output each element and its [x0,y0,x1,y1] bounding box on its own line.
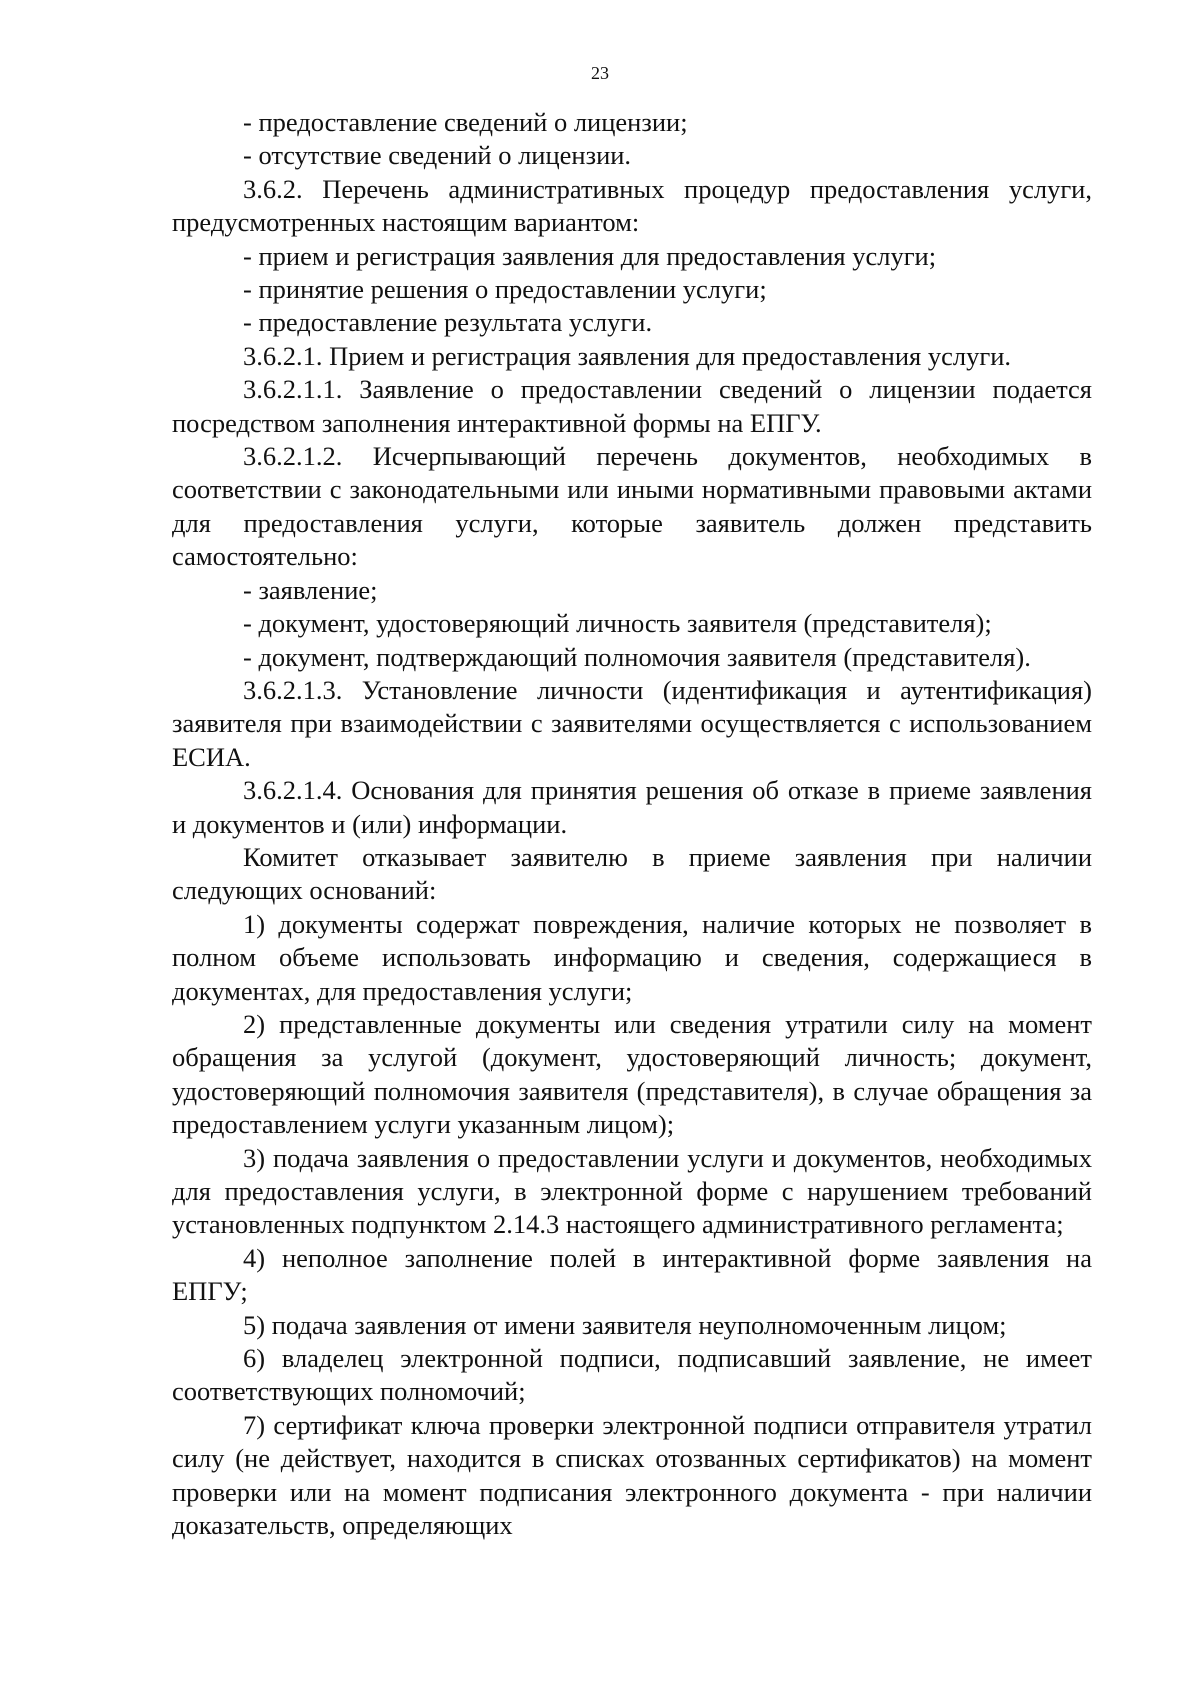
list-item-application: - заявление; [243,574,378,605]
section-3-6-2: 3.6.2. Перечень административных процедур предоставления услуги, предусмотренных настоящим вариантом: [172,173,1092,238]
ground-6: 6) владелец электронной подписи, подписавший заявление, не имеет соответствующих полномочий; [172,1343,1092,1407]
list-item-reception: - прием и регистрация заявления для предоставления услуги; [243,240,937,271]
list-item-result: - предоставление результата услуги. [243,307,653,338]
ground-7: 7) сертификат ключа проверки электронной подписи отправителя утратил силу (не действует, находится в списках отозванных сертификатов) на момент проверки или на момент подписания электронного документа - при наличии доказательств, определяющих [172,1409,1092,1541]
list-item-absence-info: - отсутствие сведений о лицензии. [243,140,632,171]
section-3-6-2-1-2: 3.6.2.1.2. Исчерпывающий перечень документов, необходимых в соответствии с законодательными или иными нормативными правовыми актами для предоставления услуги, которые заявитель должен представить самостоятельно: [172,441,1092,572]
section-3-6-2-1-1: 3.6.2.1.1. Заявление о предоставлении сведений о лицензии подается посредством заполнения интерактивной формы на ЕПГУ. [172,374,1092,438]
ground-3: 3) подача заявления о предоставлении услуги и документов, необходимых для предоставления услуги, в электронной форме с нарушением требований установленных подпунктом 2.14.3 настоящего административного регламента; [172,1142,1092,1240]
section-3-6-2-1: 3.6.2.1. Прием и регистрация заявления для предоставления услуги. [243,340,1011,371]
list-item-provide-info: - предоставление сведений о лицензии; [243,107,688,137]
committee-refusal-intro: Комитет отказывает заявителю в приеме заявления при наличии следующих оснований: [172,841,1092,906]
ground-5: 5) подача заявления от имени заявителя неуполномоченным лицом; [243,1309,1007,1340]
section-3-6-2-1-4: 3.6.2.1.4. Основания для принятия решения об отказе в приеме заявления и документов и (или) информации. [172,775,1092,839]
list-item-authority-document: - документ, подтверждающий полномочия заявителя (представителя). [243,641,1031,672]
ground-1: 1) документы содержат повреждения, наличие которых не позволяет в полном объеме использовать информацию и сведения, содержащиеся в документах, для предоставления услуги; [172,908,1092,1006]
list-item-identity-document: - документ, удостоверяющий личность заявителя (представителя); [243,608,992,639]
list-item-decision: - принятие решения о предоставлении услуги; [243,274,767,305]
ground-2: 2) представленные документы или сведения утратили силу на момент обращения за услугой (документ, удостоверяющий личность; документ, удостоверяющий полномочия заявителя (представителя), в случае обращения за предоставлением услуги указанным лицом); [172,1008,1092,1140]
section-3-6-2-1-3: 3.6.2.1.3. Установление личности (идентификация и аутентификация) заявителя при взаимодействии с заявителями осуществляется с использованием ЕСИА. [172,674,1092,772]
document-body [172,106,1092,1542]
ground-4: 4) неполное заполнение полей в интерактивной форме заявления на ЕПГУ; [172,1242,1092,1307]
page-number: 23 [591,63,609,83]
